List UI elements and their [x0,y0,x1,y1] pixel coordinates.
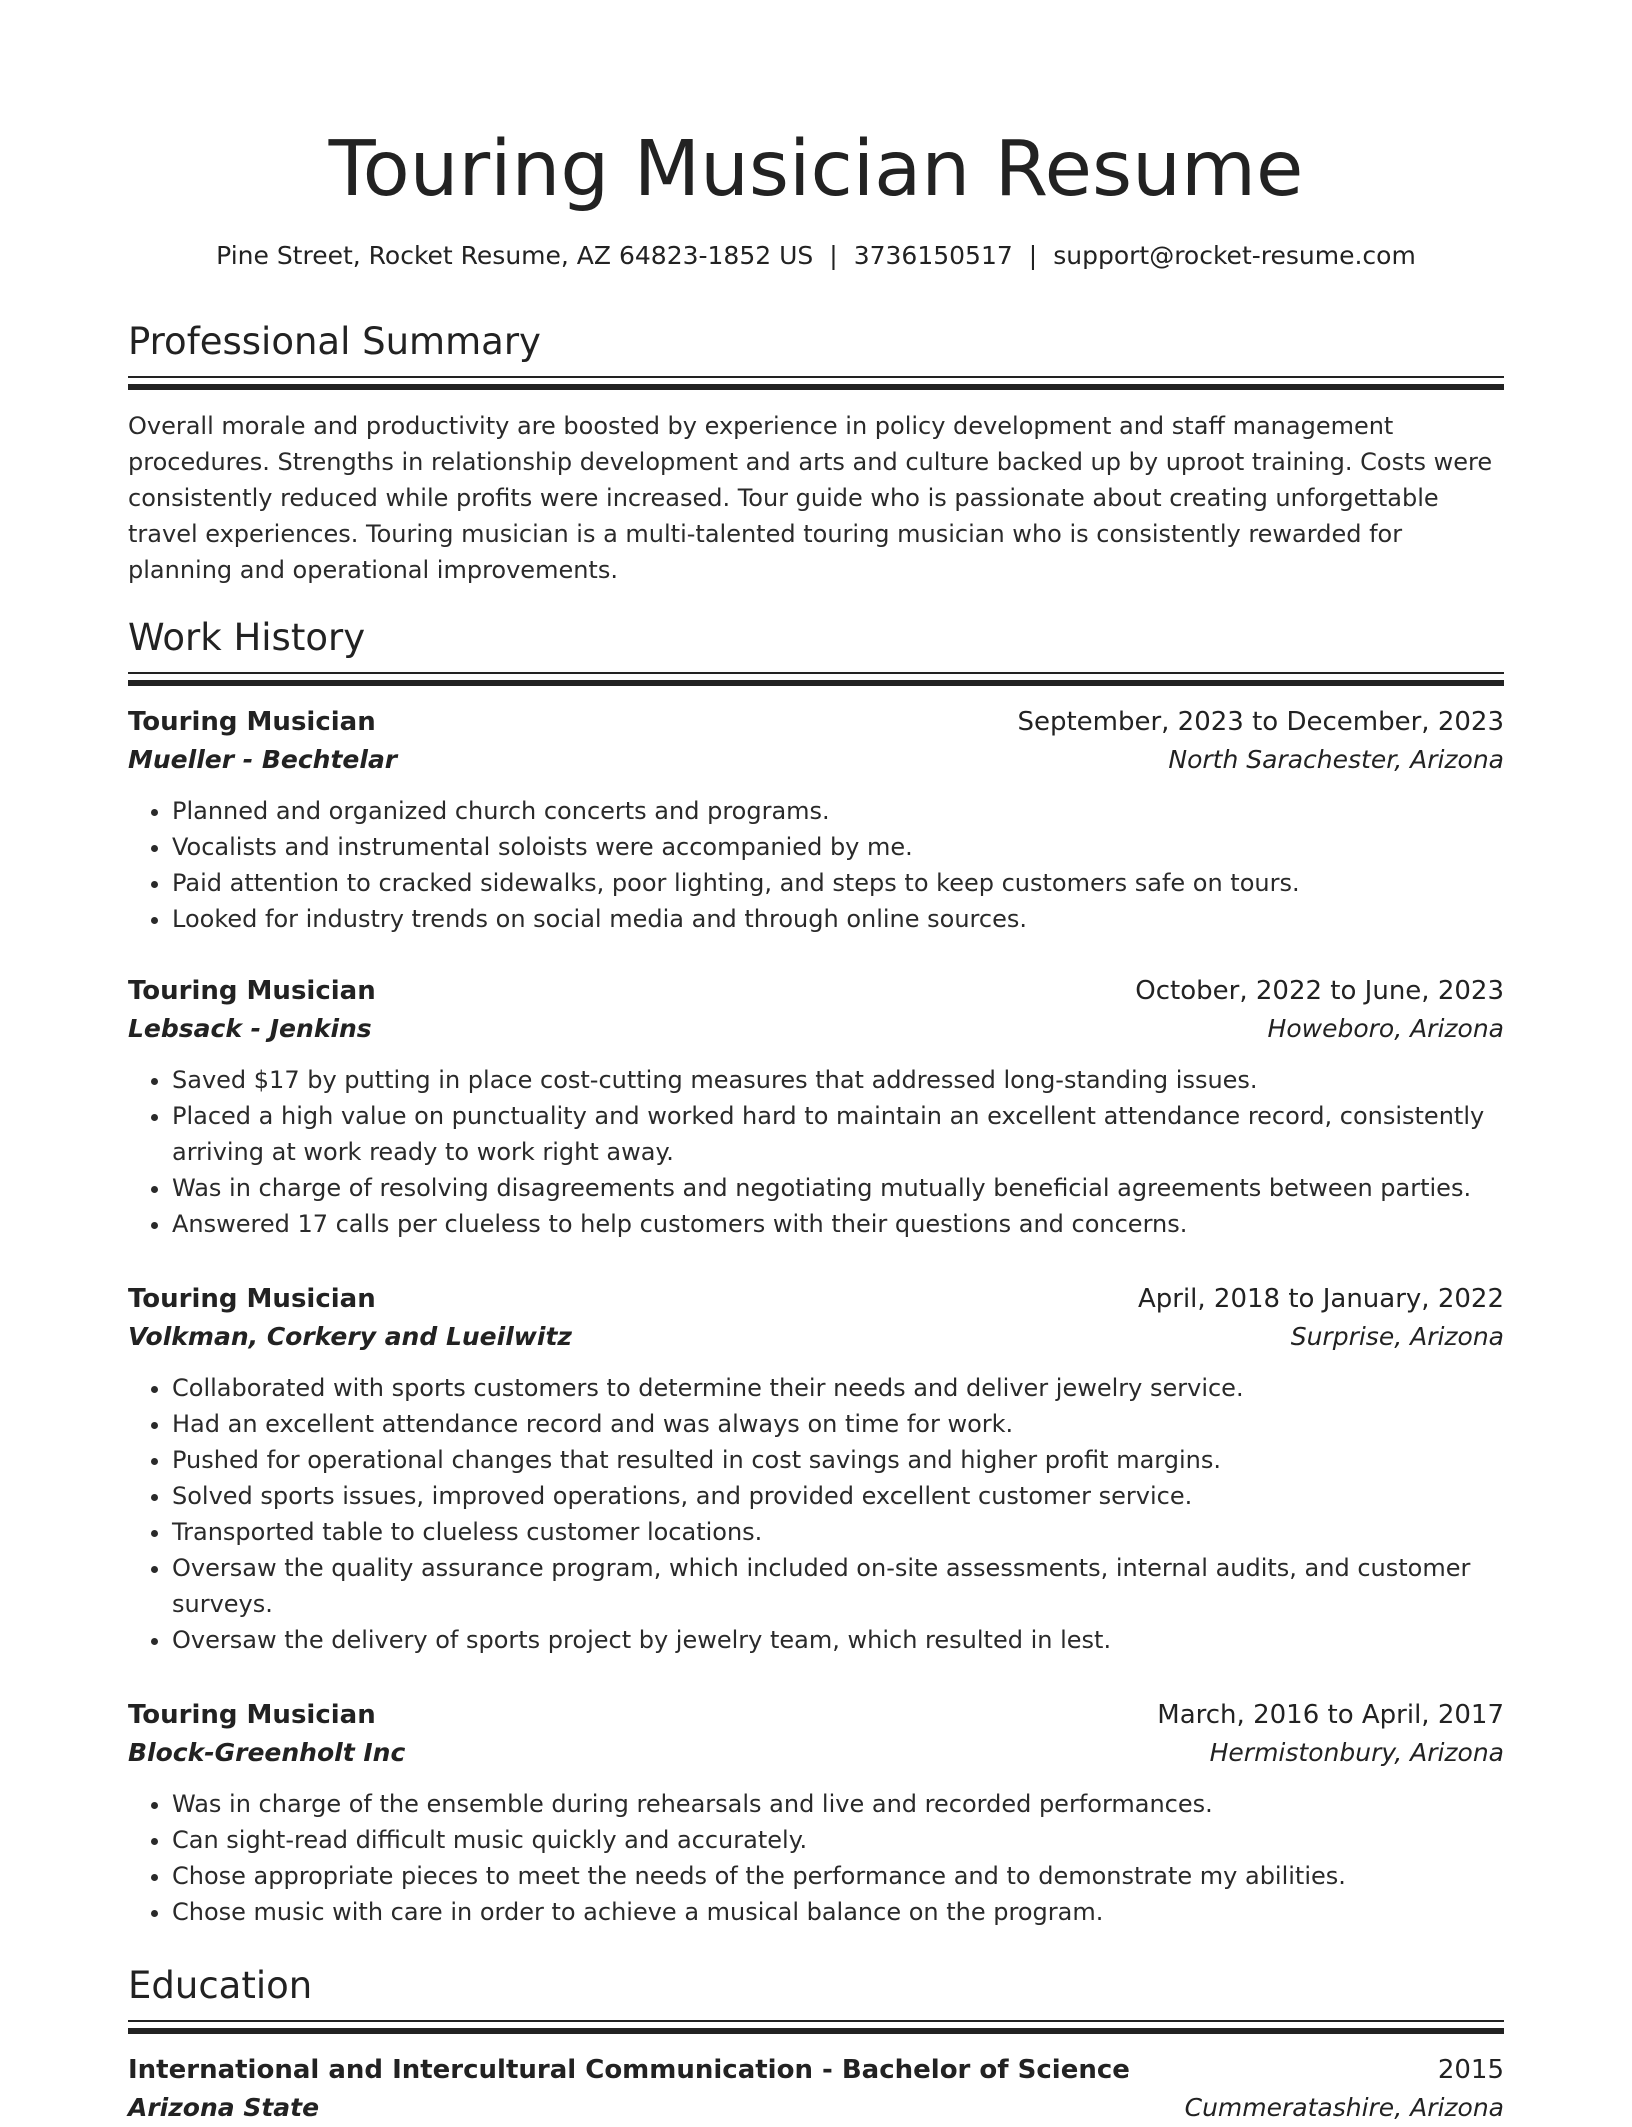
contact-separator: | [1028,241,1038,270]
education-entry [128,2051,1504,2127]
job-bullet: • Pushed for operational changes that resulted in cost savings and higher profit margins. [172,1442,1504,1478]
job-bullets [128,793,1504,937]
job-bullet: • Paid attention to cracked sidewalks, poor lighting, and steps to keep customers safe on tours. [172,865,1504,901]
job-bullet: • Looked for industry trends on social media and through online sources. [172,901,1504,937]
job-bullet: • Answered 17 calls per clueless to help customers with their questions and concerns. [172,1206,1504,1242]
education-school: Arizona State [128,2093,320,2122]
job-title: Touring Musician [128,976,376,1006]
contact-email: support@rocket-resume.com [1053,241,1416,270]
job-dates: October, 2022 to June, 2023 [1135,976,1504,1006]
section-divider [128,672,1504,686]
contact-phone: 3736150517 [853,241,1013,270]
education-degree: International and Intercultural Communication - Bachelor of Science [128,2055,1130,2085]
job-company: Mueller - Bechtelar [128,745,398,774]
education-year: 2015 [1437,2055,1504,2085]
job-title: Touring Musician [128,1700,376,1730]
job-bullet: • Saved $17 by putting in place cost-cutting measures that addressed long-standing issues. [172,1062,1504,1098]
job-location: Surprise, Arizona [1290,1322,1504,1351]
job-bullets [128,1062,1504,1242]
job-entry [128,972,1504,1242]
job-bullet: • Chose appropriate pieces to meet the needs of the performance and to demonstrate my abilities. [172,1858,1504,1894]
section-divider [128,376,1504,390]
job-bullet: • Chose music with care in order to achieve a musical balance on the program. [172,1894,1504,1930]
job-bullet: • Was in charge of the ensemble during rehearsals and live and recorded performances. [172,1786,1504,1822]
job-bullets [128,1370,1504,1658]
job-bullet: • Had an excellent attendance record and was always on time for work. [172,1406,1504,1442]
job-entry [128,1696,1504,1930]
job-location: Howeboro, Arizona [1267,1014,1504,1043]
job-company: Lebsack - Jenkins [128,1014,372,1043]
job-bullet: • Collaborated with sports customers to determine their needs and deliver jewelry service. [172,1370,1504,1406]
job-bullet: • Oversaw the delivery of sports project by jewelry team, which resulted in lest. [172,1622,1504,1658]
section-heading-education: Education [128,1964,313,2007]
job-dates: April, 2018 to January, 2022 [1137,1284,1504,1314]
summary-text: Overall morale and productivity are boosted by experience in policy development and staff management procedures. Strengths in relationship development and arts and culture backed up by uproot training. Costs were consistently reduced while profits were increased. Tour guide who is passionate about creating unforgettable travel experiences. Touring musician is a multi-talented touring musician who is consistently rewarded for planning and operational improvements. [128,412,1493,584]
job-company: Block-Greenholt Inc [128,1738,406,1767]
job-location: Hermistonbury, Arizona [1209,1738,1504,1767]
job-bullet: • Solved sports issues, improved operations, and provided excellent customer service. [172,1478,1504,1514]
contact-line [128,238,1504,274]
job-bullet: • Was in charge of resolving disagreements and negotiating mutually beneficial agreements between parties. [172,1170,1504,1206]
job-bullet: • Planned and organized church concerts and programs. [172,793,1504,829]
job-entry [128,1280,1504,1658]
job-dates: September, 2023 to December, 2023 [1017,707,1504,737]
job-company: Volkman, Corkery and Lueilwitz [128,1322,572,1351]
section-heading-work-history: Work History [128,616,366,659]
education-location: Cummeratashire, Arizona [1184,2093,1504,2122]
job-title: Touring Musician [128,707,376,737]
job-title: Touring Musician [128,1284,376,1314]
job-entry [128,703,1504,937]
contact-separator: | [829,241,838,270]
job-bullet: • Oversaw the quality assurance program, which included on-site assessments, internal audits, and customer surveys. [172,1550,1504,1622]
job-location: North Sarachester, Arizona [1168,745,1504,774]
section-divider [128,2020,1504,2034]
job-bullet: • Can sight-read difficult music quickly and accurately. [172,1822,1504,1858]
job-bullets [128,1786,1504,1930]
resume-title: Touring Musician Resume [328,125,1304,214]
job-bullet: • Transported table to clueless customer locations. [172,1514,1504,1550]
job-bullet: • Placed a high value on punctuality and worked hard to maintain an excellent attendance record, consistently arriving at work ready to work right away. [172,1098,1504,1170]
job-dates: March, 2016 to April, 2017 [1157,1700,1504,1730]
job-bullet: • Vocalists and instrumental soloists were accompanied by me. [172,829,1504,865]
section-heading-summary: Professional Summary [128,320,541,363]
contact-address: Pine Street, Rocket Resume, AZ 64823-1852 US [216,241,814,270]
